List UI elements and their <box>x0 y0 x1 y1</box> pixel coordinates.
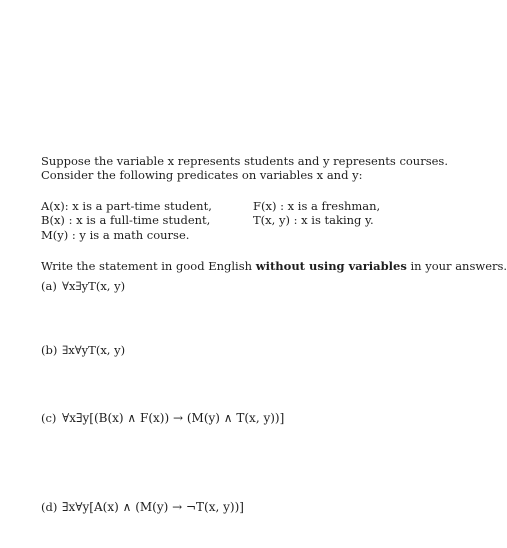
predicate-M: M(y) : y is a math course. <box>41 228 190 242</box>
question-b-formula: ∃x∀yT(x, y) <box>62 343 126 357</box>
instruction <box>41 259 507 273</box>
instruction-before: Write the statement in good English <box>41 259 253 273</box>
question-d-label: (d) <box>41 500 58 514</box>
intro-line-1: Suppose the variable x represents students and y represents courses. <box>41 154 448 168</box>
predicate-A: A(x): x is a part-time student, <box>41 199 212 213</box>
predicate-F: F(x) : x is a freshman, <box>253 199 381 213</box>
predicate-B: B(x) : x is a full-time student, <box>41 213 211 227</box>
question-c-formula: ∀x∃y[(B(x) ∧ F(x)) → (M(y) ∧ T(x, y))] <box>62 411 285 425</box>
question-c-label: (c) <box>41 411 57 425</box>
question-b-label: (b) <box>41 343 58 357</box>
instruction-after: in your answers. <box>410 259 507 273</box>
predicate-T: T(x, y) : x is taking y. <box>253 213 374 227</box>
question-a-label: (a) <box>41 279 57 293</box>
question-d-formula: ∃x∀y[A(x) ∧ (M(y) → ¬T(x, y))] <box>62 500 244 514</box>
instruction-bold: without using variables <box>255 259 407 273</box>
intro-line-2: Consider the following predicates on variables x and y: <box>41 168 363 182</box>
question-a-formula: ∀x∃yT(x, y) <box>62 279 126 293</box>
